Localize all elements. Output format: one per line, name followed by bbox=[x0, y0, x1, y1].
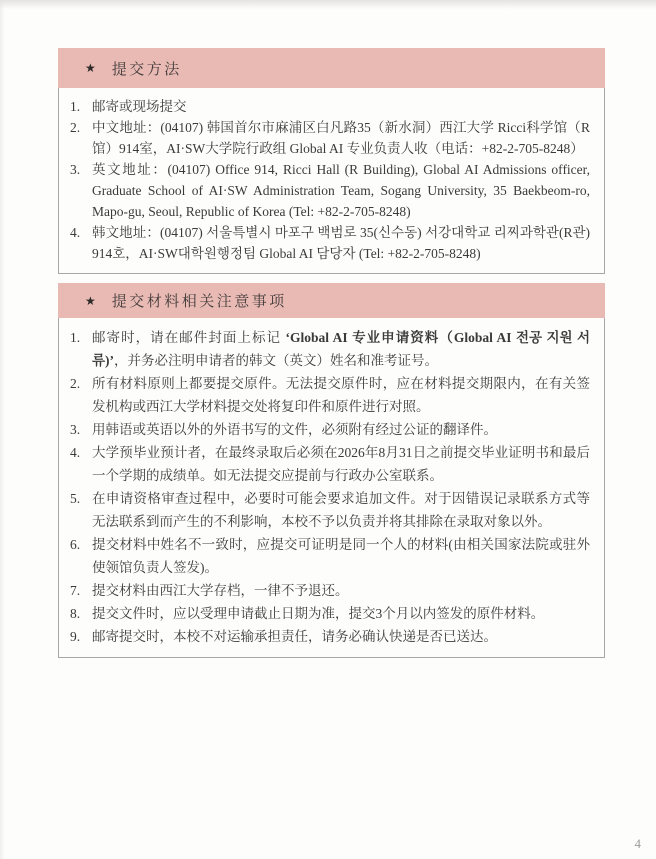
list-item bbox=[69, 418, 590, 441]
page-number: 4 bbox=[634, 836, 641, 851]
star-icon: ★ bbox=[85, 61, 96, 75]
text-bold: ‘Global AI 专业申请资料（Global AI 전공 지원 서류)’ bbox=[92, 330, 590, 368]
list-item-text: 用韩语或英语以外的外语书写的文件，必须附有经过公证的翻译件。 bbox=[92, 422, 497, 437]
list-item-text: 中文地址：(04107) 韩国首尔市麻浦区白凡路35（新水洞）西江大学 Ricci科学馆（R馆）914室，AI·SW大学院行政组 Global AI 专业负责人收（电话：+82-2-705-8248） bbox=[92, 120, 590, 156]
list-item-number: 2. bbox=[70, 120, 81, 135]
list-item-text: 邮寄或现场提交 bbox=[92, 99, 187, 114]
list-item-number: 9. bbox=[70, 629, 81, 644]
list-item bbox=[69, 222, 590, 264]
list-item bbox=[69, 372, 590, 418]
section-body bbox=[58, 318, 605, 658]
list-item bbox=[69, 625, 590, 648]
list-item-text: 提交材料由西江大学存档，一律不予退还。 bbox=[92, 583, 349, 598]
list-item-number: 8. bbox=[70, 606, 81, 621]
section-body bbox=[58, 88, 605, 274]
list-item-text: 在申请资格审查过程中，必要时可能会要求追加文件。对于因错误记录联系方式等无法联系到而产生的不利影响，本校不予以负责并将其排除在录取对象以外。 bbox=[92, 491, 590, 529]
list-item-text: 韩文地址：(04107) 서울특별시 마포구 백범로 35(신수동) 서강대학교 리찌과학관(R관) 914호，AI·SW대학원행정팀 Global AI 담당자 (Tel: +82-2-705-8248) bbox=[92, 225, 590, 261]
list-item bbox=[69, 96, 590, 117]
list-item bbox=[69, 326, 590, 372]
list-item-number: 3. bbox=[70, 422, 81, 437]
list-item-text: 所有材料原则上都要提交原件。无法提交原件时，应在材料提交期限内，在有关签发机构或西江大学材料提交处将复印件和原件进行对照。 bbox=[92, 376, 590, 414]
list-item-number: 3. bbox=[70, 162, 81, 177]
list-item-number: 6. bbox=[70, 537, 81, 552]
list-item bbox=[69, 579, 590, 602]
section-header bbox=[58, 48, 605, 88]
list-item bbox=[69, 487, 590, 533]
list-item-number: 7. bbox=[70, 583, 81, 598]
list-item-number: 1. bbox=[70, 99, 81, 114]
page-edge-shadow-top bbox=[0, 0, 656, 9]
text-plain: ，并务必注明申请者的韩文（英文）姓名和准考证号。 bbox=[114, 353, 439, 368]
page-edge-shadow-left bbox=[0, 0, 5, 859]
list-item-number: 1. bbox=[70, 330, 81, 345]
section-title: 提交材料相关注意事项 bbox=[111, 294, 287, 310]
star-icon: ★ bbox=[85, 293, 96, 308]
section-submission-method bbox=[58, 48, 605, 274]
list-item-text: 邮寄提交时，本校不对运输承担责任，请务必确认快递是否已送达。 bbox=[92, 629, 497, 644]
list-item bbox=[69, 441, 590, 487]
text-plain: 邮寄时，请在邮件封面上标记 bbox=[92, 330, 286, 345]
list-item-text: 提交材料中姓名不一致时，应提交可证明是同一个人的材料(由相关国家法院或驻外使领馆负责人签发)。 bbox=[92, 537, 590, 575]
section-title: 提交方法 bbox=[111, 61, 182, 78]
list-item-number: 4. bbox=[70, 225, 81, 240]
list-item-text: 大学预毕业预计者，在最终录取后必须在2026年8月31日之前提交毕业证明书和最后一个学期的成绩单。如无法提交应提前与行政办公室联系。 bbox=[92, 445, 590, 483]
list-item bbox=[69, 533, 590, 579]
list-item-text: 提交文件时，应以受理申请截止日期为准，提交3个月以内签发的原件材料。 bbox=[92, 606, 545, 621]
list-item bbox=[69, 159, 590, 222]
list-item-number: 2. bbox=[70, 376, 81, 391]
list-item-text bbox=[92, 326, 590, 372]
list-item bbox=[69, 602, 590, 625]
list-item-number: 5. bbox=[70, 491, 81, 506]
section-submission-notes bbox=[58, 283, 605, 658]
list-item-text: 英文地址：(04107) Office 914, Ricci Hall (R Building), Global AI Admissions officer, Graduate School of AI·SW Administration Team, Sogang University, 35 Baekbeom-ro, Mapo-gu, Seoul, Republic of Korea (Tel: +82-2-705-8248) bbox=[92, 162, 590, 219]
list-item-number: 4. bbox=[70, 445, 81, 460]
list-item bbox=[69, 117, 590, 159]
section-header bbox=[58, 283, 605, 318]
